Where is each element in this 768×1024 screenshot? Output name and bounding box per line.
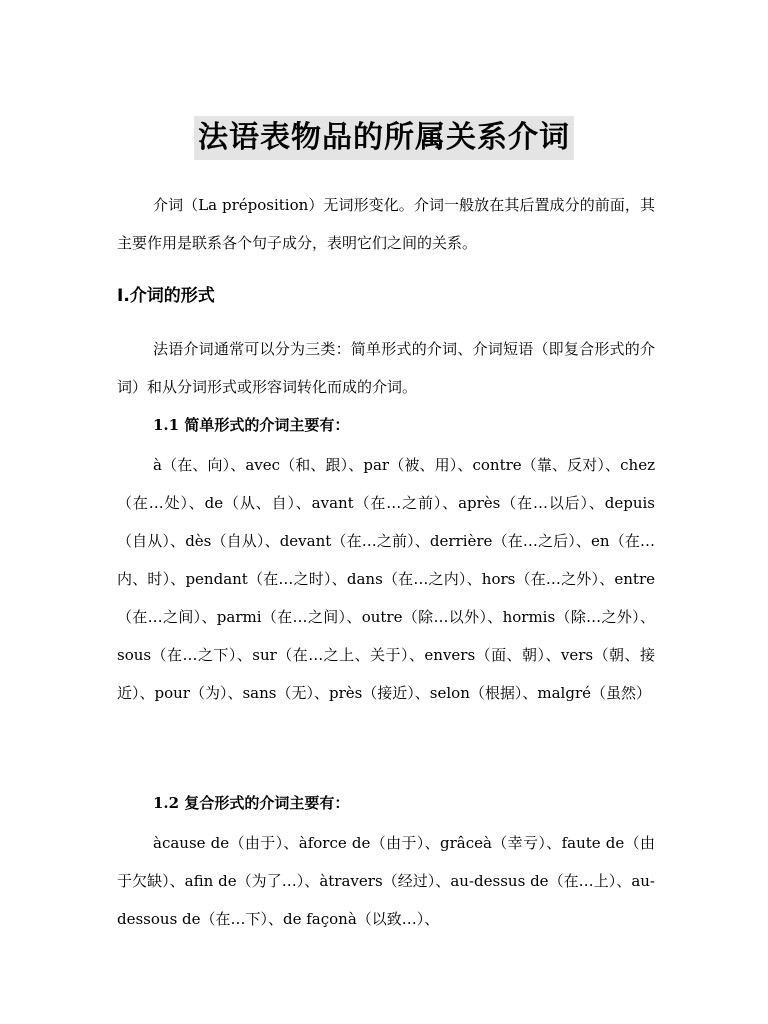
subsection-heading-1-2: 1.2 复合形式的介词主要有： <box>153 794 350 812</box>
section-heading: I.介词的形式 <box>117 286 215 306</box>
intro-paragraph: 介词（La préposition）无词形变化。介词一般放在其后置成分的前面，其主要作用是联系各个句子成分，表明它们之间的关系。 <box>117 196 655 252</box>
simple-prepositions-list: à（在、向）、avec（和、跟）、par（被、用）、contre（靠、反对）、chez（在…处）、de（从、自）、avant（在…之前）、après（在…以后）、depuis（自从）、dès（自从）、devant（在…之前）、derrière（在…之后）、en（在…内、时）、pendant（在…之时）、dans（在…之内）、hors（在…之外）、entre（在…之间）、parmi（在…之间）、outre（除…以外）、hormis（除…之外）、sous（在…之下）、sur（在…之上、关于）、envers（面、朝）、vers（朝、接近）、pour（为）、sans（无）、près（接近）、selon（根据）、malgré（虽然） <box>117 456 655 702</box>
page-title: 法语表物品的所属关系介词 <box>194 116 574 160</box>
subsection-heading-1-1: 1.1 简单形式的介词主要有： <box>153 416 350 434</box>
compound-prepositions-list: àcause de（由于）、àforce de（由于）、grâceà（幸亏）、faute de（由于欠缺）、afin de（为了…）、àtravers（经过）、au-dessus de（在…上）、au-dessous de（在…下）、de façonà（以致…）、 <box>117 834 655 928</box>
title-container <box>0 116 768 160</box>
section-paragraph: 法语介词通常可以分为三类：简单形式的介词、介词短语（即复合形式的介词）和从分词形式或形容词转化而成的介词。 <box>117 340 655 396</box>
